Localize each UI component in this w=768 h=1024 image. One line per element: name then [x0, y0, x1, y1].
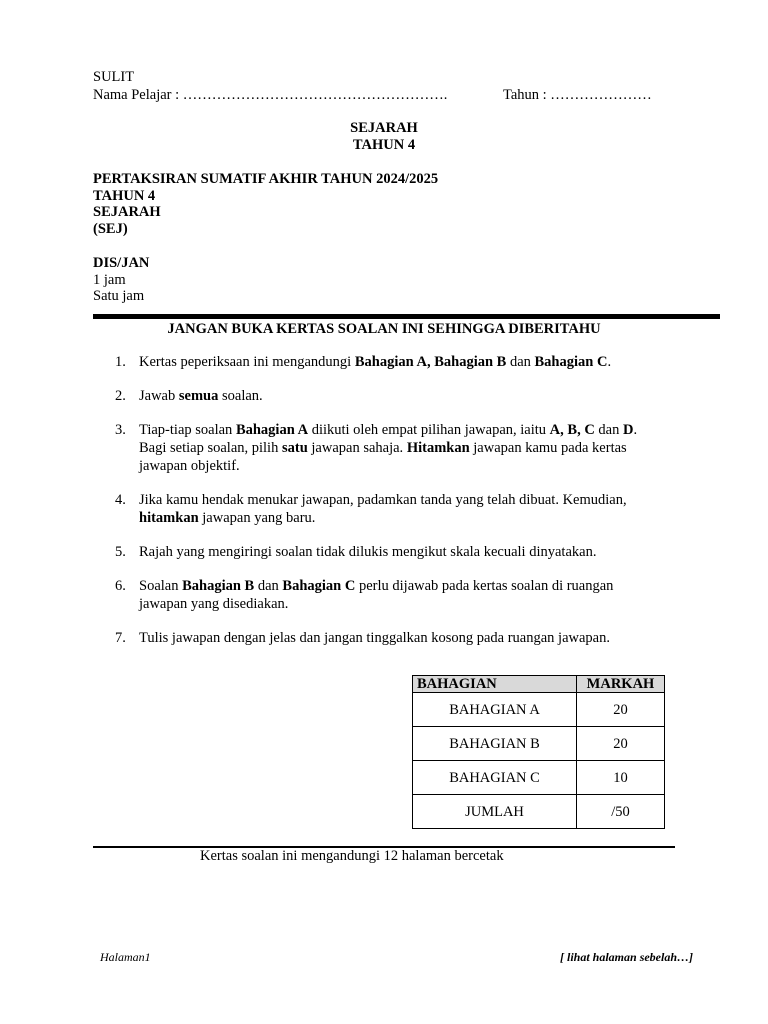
table-cell-marks: 10	[577, 761, 665, 795]
instruction-number: 6.	[115, 578, 126, 594]
thick-divider	[93, 314, 720, 319]
year-field: Tahun : …………………	[503, 87, 652, 103]
instruction-item	[93, 577, 653, 613]
exam-name: PERTAKSIRAN SUMATIF AKHIR TAHUN 2024/2025	[93, 171, 439, 187]
instruction-text: Kertas peperiksaan ini mengandungi Bahagian A, Bahagian B dan Bahagian C.	[139, 354, 612, 370]
table-cell-marks: /50	[577, 795, 665, 829]
instruction-item	[93, 421, 653, 475]
exam-duration: 1 jam	[93, 272, 126, 288]
instruction-item	[93, 491, 653, 527]
exam-session: DIS/JAN	[93, 255, 150, 271]
instruction-text: Tiap-tiap soalan Bahagian A diikuti oleh empat pilihan jawapan, iaitu A, B, C dan D. Bagi setiap soalan, pilih satu jawapan sahaja. Hitamkan jawapan kamu pada kertas jawapan objektif.	[139, 422, 638, 474]
next-page-note: [ lihat halaman sebelah…]	[560, 950, 694, 964]
exam-grade: TAHUN 4	[93, 188, 156, 204]
instruction-text: Jika kamu hendak menukar jawapan, padamkan tanda yang telah dibuat. Kemudian, hitamkan jawapan yang baru.	[139, 492, 627, 526]
table-row	[413, 727, 665, 761]
warning-heading: JANGAN BUKA KERTAS SOALAN INI SEHINGGA DIBERITAHU	[167, 321, 601, 337]
table-row	[413, 795, 665, 829]
table-row	[413, 693, 665, 727]
table-cell-marks: 20	[577, 693, 665, 727]
marks-table	[412, 675, 665, 829]
instruction-item	[93, 629, 653, 647]
table-header-marks: MARKAH	[577, 676, 665, 693]
page-count-note: Kertas soalan ini mengandungi 12 halaman bercetak	[200, 848, 504, 864]
exam-duration-words: Satu jam	[93, 288, 145, 304]
instruction-item	[93, 387, 653, 405]
classification-label: SULIT	[93, 69, 135, 85]
instruction-number: 5.	[115, 544, 126, 560]
table-cell-section: BAHAGIAN C	[413, 761, 577, 795]
page-number: Halaman1	[100, 950, 151, 964]
instruction-list	[93, 353, 653, 647]
student-name-field: Nama Pelajar : ……………………………………………….	[93, 87, 448, 103]
table-cell-marks: 20	[577, 727, 665, 761]
instruction-text: Tulis jawapan dengan jelas dan jangan tinggalkan kosong pada ruangan jawapan.	[139, 630, 610, 646]
table-cell-section: BAHAGIAN B	[413, 727, 577, 761]
table-cell-section: JUMLAH	[413, 795, 577, 829]
table-cell-section: BAHAGIAN A	[413, 693, 577, 727]
subject-title: SEJARAH	[350, 120, 418, 136]
instruction-number: 7.	[115, 630, 126, 646]
instruction-text: Rajah yang mengiringi soalan tidak dilukis mengikut skala kecuali dinyatakan.	[139, 544, 597, 560]
instruction-item	[93, 353, 653, 371]
grade-title: TAHUN 4	[352, 137, 416, 153]
exam-code: (SEJ)	[93, 221, 128, 237]
table-row	[413, 761, 665, 795]
instruction-number: 1.	[115, 354, 126, 370]
instruction-number: 2.	[115, 388, 126, 404]
exam-subject: SEJARAH	[93, 204, 161, 220]
table-header-section: BAHAGIAN	[413, 676, 577, 693]
instruction-item	[93, 543, 653, 561]
instruction-number: 3.	[115, 422, 126, 438]
instruction-text: Soalan Bahagian B dan Bahagian C perlu dijawab pada kertas soalan di ruangan jawapan yang disediakan.	[139, 578, 614, 612]
instruction-text: Jawab semua soalan.	[139, 388, 263, 404]
instruction-number: 4.	[115, 492, 126, 508]
